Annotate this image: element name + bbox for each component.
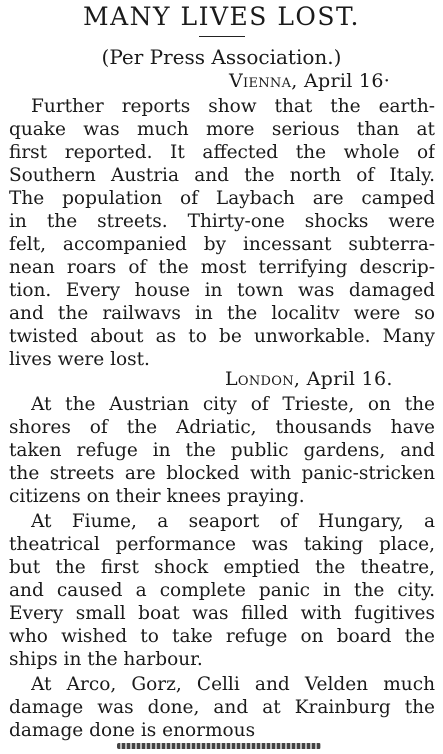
text-line: who wished to take refuge on board the [9,626,435,647]
text-line: and caused a complete panic in the city. [9,580,435,601]
text-line: lives were lost. [9,349,150,370]
text-line: damage was done, and at Krainburg the [9,697,435,718]
dateline-date: April 16. [306,368,393,390]
text-line: At the Austrian city of Trieste, on the [31,394,435,415]
decorative-rule [117,743,321,749]
dateline-place: London, [225,368,301,390]
agency-credit: (Per Press Association.) [101,45,342,69]
headline: MANY LIVES LOST. [82,2,360,31]
text-line: felt, accompanied by incessant subterra- [9,234,435,255]
text-line: but the first shock emptied the theatre, [9,557,435,578]
text-line: quake was much more serious than at [9,119,435,140]
text-line: shores of the Adriatic, thousands have [9,417,435,438]
text-line: citizens on their knees praying. [9,486,305,507]
text-line: nean roars of the most terrifying descrip- [9,257,435,278]
text-line: At Arco, Gorz, Celli and Velden much [31,674,435,695]
text-line: Every small boat was filled with fugitives [9,603,435,624]
headline-dash [199,36,245,37]
text-line: theatrical performance was taking place, [9,534,435,555]
dateline-place: Vienna, [229,70,298,92]
text-line: Southern Austria and the north of Italy. [9,165,435,186]
dateline-london [225,367,393,391]
text-line: first reported. It affected the whole of [9,142,435,163]
text-line: and the railwavs in the localitv were so [9,303,435,324]
text-line: tion. Every house in town was damaged [9,280,435,301]
text-line: taken refuge in the public gardens, and [9,440,435,461]
text-line: Further reports show that the earth- [31,96,435,117]
text-line: in the streets. Thirty-one shocks were [9,211,435,232]
dateline-vienna [229,69,390,93]
text-line: twisted about as to be unworkable. Many [9,326,435,347]
text-line: The population of Laybach are camped [9,188,435,209]
text-line: the streets are blocked with panic-stricken [9,463,435,484]
text-line: At Fiume, a seaport of Hungary, a [31,511,435,532]
text-line: damage done is enormous [9,720,256,741]
text-line: ships in the harbour. [9,649,203,670]
dateline-date: April 16· [303,70,391,92]
